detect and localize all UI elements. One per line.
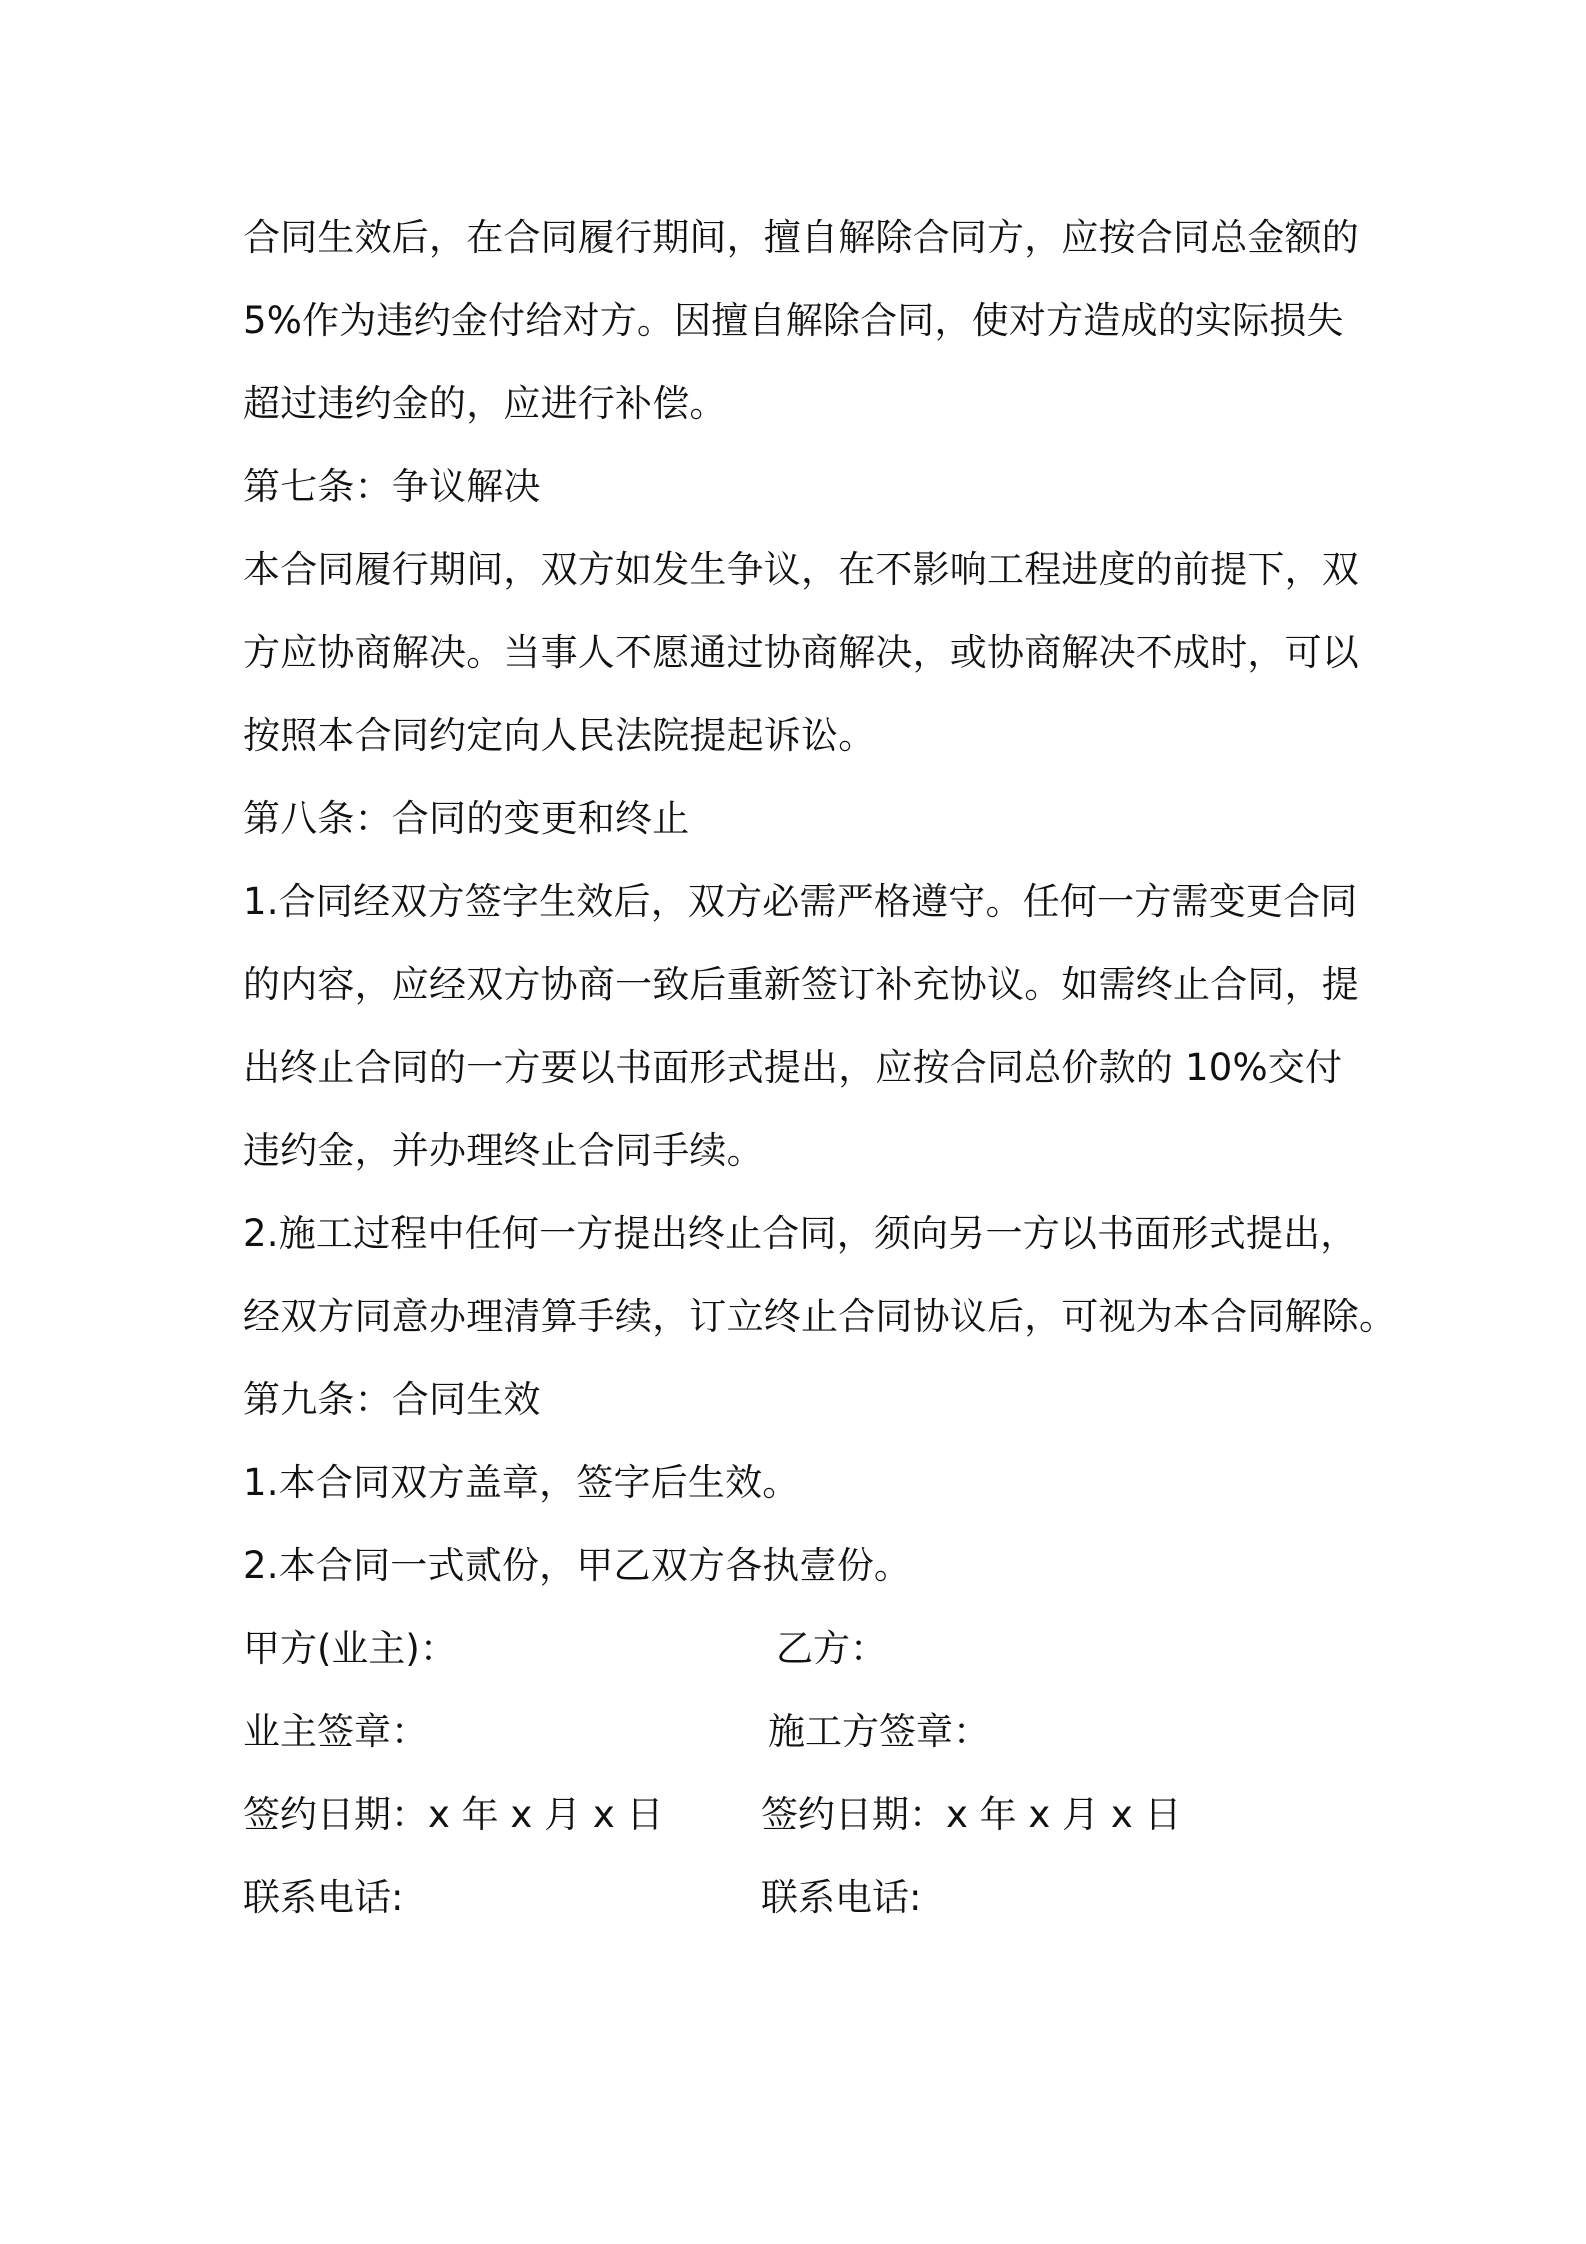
party-b-label: 乙方： bbox=[776, 1627, 887, 1670]
party-b-sign-date: 签约日期：x 年 x 月 x 日 bbox=[761, 1793, 1182, 1836]
contract-body bbox=[243, 196, 1397, 1939]
signature-row-phones bbox=[243, 1856, 1363, 1939]
party-b-phone-label: 联系电话: bbox=[761, 1876, 922, 1919]
paragraph-line: 2.施工过程中任何一方提出终止合同，须向另一方以书面形式提出， bbox=[243, 1212, 1358, 1255]
paragraph-line: 1.本合同双方盖章，签字后生效。 bbox=[243, 1461, 800, 1504]
paragraph-line: 5%作为违约金付给对方。因擅自解除合同，使对方造成的实际损失 bbox=[243, 299, 1344, 342]
paragraph-line: 违约金，并办理终止合同手续。 bbox=[243, 1129, 764, 1172]
signature-row-dates bbox=[243, 1773, 1363, 1856]
signature-row-parties bbox=[243, 1607, 1363, 1690]
paragraph-line: 合同生效后，在合同履行期间，擅自解除合同方，应按合同总金额的 bbox=[243, 216, 1359, 259]
party-a-sign-date: 签约日期：x 年 x 月 x 日 bbox=[243, 1793, 664, 1836]
article-8-heading: 第八条：合同的变更和终止 bbox=[243, 797, 690, 840]
signature-block bbox=[243, 1607, 1363, 1939]
paragraph-line: 1.合同经双方签字生效后，双方必需严格遵守。任何一方需变更合同 bbox=[243, 880, 1358, 923]
signature-row-seals bbox=[243, 1690, 1363, 1773]
paragraph-line: 方应协商解决。当事人不愿通过协商解决，或协商解决不成时，可以 bbox=[243, 631, 1359, 674]
paragraph-line: 按照本合同约定向人民法院提起诉讼。 bbox=[243, 714, 876, 757]
party-a-phone-label: 联系电话: bbox=[243, 1876, 404, 1919]
paragraph-line: 超过违约金的，应进行补偿。 bbox=[243, 382, 727, 425]
paragraph-line: 的内容，应经双方协商一致后重新签订补充协议。如需终止合同，提 bbox=[243, 963, 1359, 1006]
party-a-label: 甲方(业主)： bbox=[243, 1627, 457, 1670]
owner-seal-label: 业主签章： bbox=[243, 1710, 428, 1753]
paragraph-line: 2.本合同一式贰份，甲乙双方各执壹份。 bbox=[243, 1544, 912, 1587]
paragraph-line: 出终止合同的一方要以书面形式提出，应按合同总价款的 10%交付 bbox=[243, 1046, 1343, 1089]
contractor-seal-label: 施工方签章： bbox=[768, 1710, 990, 1753]
article-9-heading: 第九条：合同生效 bbox=[243, 1378, 541, 1421]
paragraph-line: 本合同履行期间，双方如发生争议，在不影响工程进度的前提下，双 bbox=[243, 548, 1359, 591]
article-7-heading: 第七条：争议解决 bbox=[243, 465, 541, 508]
paragraph-line: 经双方同意办理清算手续，订立终止合同协议后，可视为本合同解除。 bbox=[243, 1295, 1397, 1338]
